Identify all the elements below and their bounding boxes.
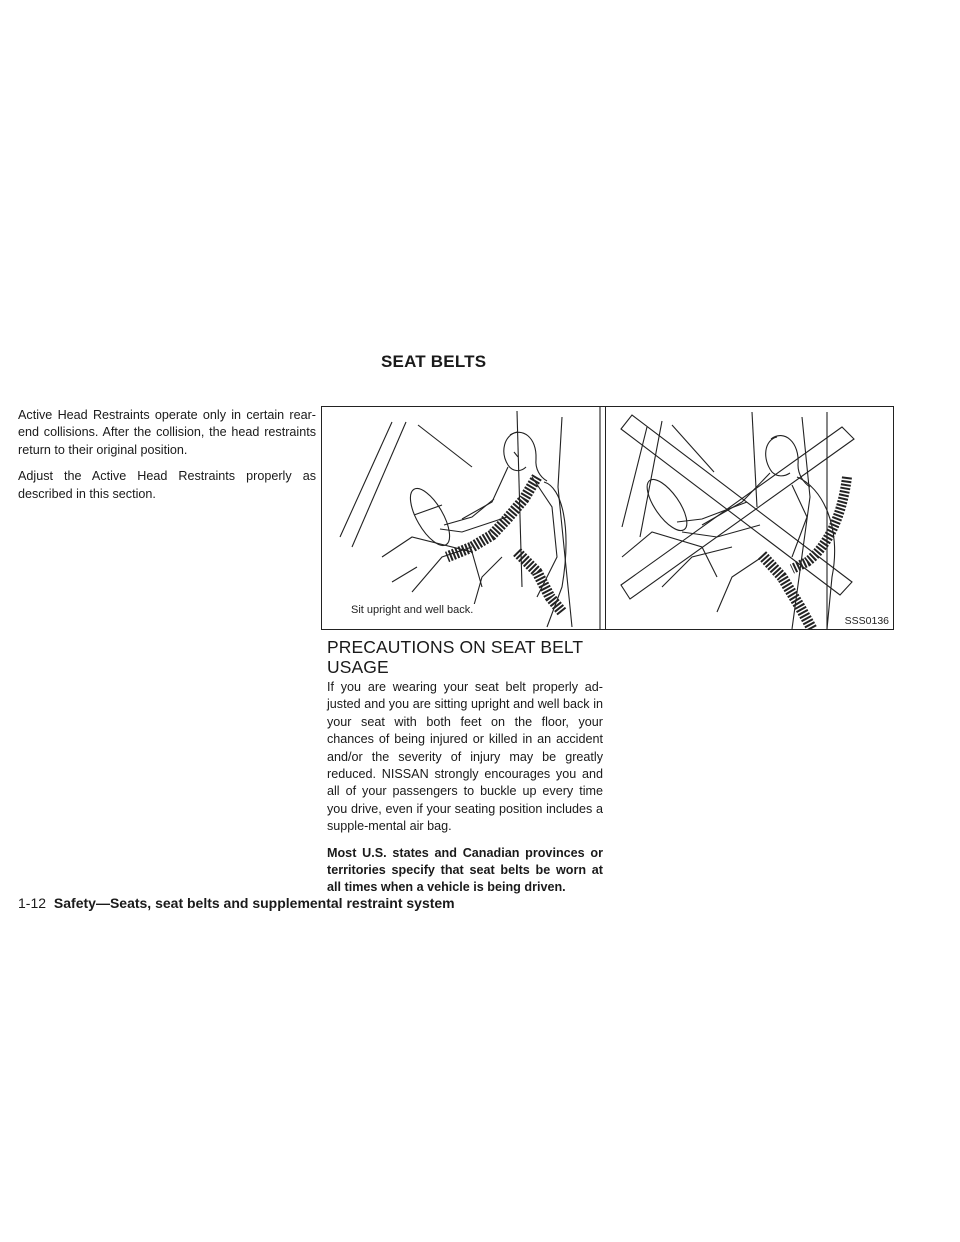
chapter-title: Safety—Seats, seat belts and supplemental restraint system bbox=[53, 895, 455, 911]
seat-belt-shoulder-incorrect bbox=[792, 477, 847, 569]
left-column bbox=[18, 407, 316, 512]
incorrect-x-mark bbox=[621, 415, 854, 599]
figure-code: SSS0136 bbox=[844, 615, 889, 627]
section-title: SEAT BELTS bbox=[381, 352, 487, 371]
seat-belt-lap-incorrect bbox=[762, 555, 812, 629]
incorrect-posture-drawing bbox=[622, 412, 835, 629]
page-number: 1-12 bbox=[18, 895, 47, 911]
paragraph-seat-belt-usage: If you are wearing your seat belt properly ad-justed and you are sitting upright and well back in your seat with both feet on the floor, your chances of being injured or killed in an accident and/or the severity of injury may be greatly reduced. NISSAN strongly encourages you and all of your passengers to buckle up every time you drive, even if your seating position includes a supple-mental air bag. bbox=[327, 680, 603, 834]
page-footer bbox=[18, 895, 455, 911]
seat-belt-shoulder bbox=[447, 477, 537, 557]
figure-divider bbox=[605, 407, 606, 629]
seating-illustration-drawing bbox=[322, 407, 893, 629]
paragraph-head-restraints-operation: Active Head Restraints operate only in certain rear-end collisions. After the collision, the head restraints return to their original position. bbox=[18, 408, 316, 457]
right-column bbox=[327, 679, 603, 906]
paragraph-adjust-head-restraints: Adjust the Active Head Restraints properly as described in this section. bbox=[18, 469, 316, 501]
correct-posture-drawing bbox=[340, 407, 600, 629]
seating-position-illustration bbox=[321, 406, 894, 630]
subsection-title: PRECAUTIONS ON SEAT BELT USAGE bbox=[327, 637, 583, 677]
paragraph-seat-belt-laws: Most U.S. states and Canadian provinces or territories specify that seat belts be worn at all times when a vehicle is being driven. bbox=[327, 845, 603, 895]
figure-caption: Sit upright and well back. bbox=[348, 604, 476, 616]
